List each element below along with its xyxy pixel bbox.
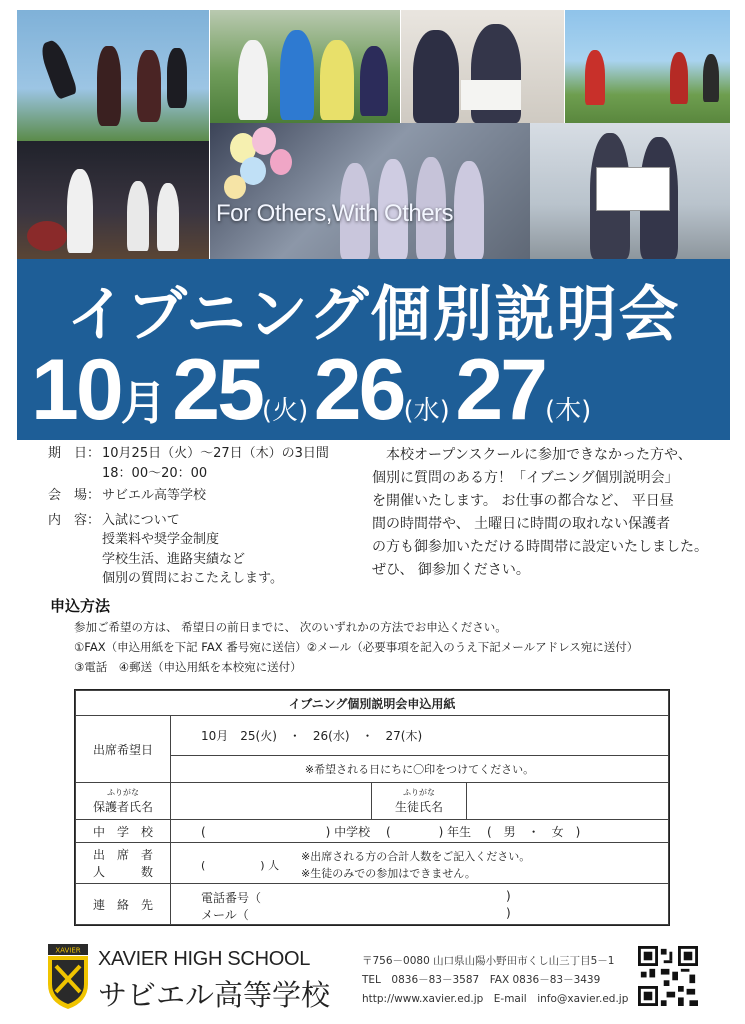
event-banner [17, 259, 730, 440]
time-value: 18：00～20：00 [102, 465, 208, 481]
venue-label: 会 場： [48, 488, 101, 503]
attend-date-options[interactable]: 10月 25(火) ・ 26(水) ・ 27(木) [171, 716, 669, 756]
guardian-name-label: ふりがな 保護者氏名 [76, 783, 171, 820]
month-char: 月 [120, 376, 167, 430]
attendee-count-value: ( ) 人 [201, 859, 280, 872]
photo-jumping-students [17, 10, 209, 141]
event-dates [31, 341, 591, 440]
contact-info [362, 952, 628, 1009]
event-title: イブニング個別説明会 [66, 280, 681, 350]
photo-sports-day [210, 10, 400, 123]
junior-high-field[interactable]: ( ) 中学校 ( ) 年生 ( 男 ・ 女 ) [171, 820, 669, 843]
school-name-jp: サビエル高等学校 [98, 978, 331, 1012]
attendee-note: ※生徒のみでの参加はできません。 [301, 867, 476, 880]
apply-heading: 申込方法 [50, 597, 111, 615]
school-name-en: XAVIER HIGH SCHOOL [98, 948, 311, 970]
intro-line: 個別に質問のある方！「イブニング個別説明会」 [372, 470, 679, 486]
furigana-label: ふりがな [107, 788, 139, 797]
apply-line: 参加ご希望の方は、 希望日の前日までに、 次のいずれかの方法でお申込ください。 [74, 620, 507, 634]
attend-date-note: ※希望される日にちに〇印をつけてください。 [171, 756, 669, 783]
web-mail[interactable]: http://www.xavier.ed.jp E-mail info@xavier.ed.jp [362, 993, 629, 1005]
content-label: 内 容： [48, 512, 101, 528]
furigana-label: ふりがな [403, 788, 435, 797]
mail-close: ) [506, 906, 511, 920]
month-number: 10 [31, 342, 121, 438]
day-26: 26 [313, 342, 404, 438]
tagline: For Others,With Others [216, 200, 454, 227]
photo-classroom [401, 10, 564, 123]
dow-wed: (水) [403, 396, 450, 426]
phone-close: ) [506, 889, 511, 903]
day-27: 27 [455, 342, 546, 438]
content-item: 入試について [102, 512, 180, 528]
intro-line: 間の時間帯や、 土曜日に時間の取れない保護者 [372, 516, 671, 532]
intro-line: ぜひ、 御参加ください。 [372, 562, 530, 578]
intro-line: 本校オープンスクールに参加できなかった方や、 [372, 447, 692, 463]
address: 〒756－0080 山口県山陽小野田市くし山三丁目5－1 [362, 955, 615, 967]
photo-fundraising [530, 123, 730, 259]
content-item: 授業料や奨学金制度 [102, 532, 220, 547]
apply-instructions [74, 617, 638, 677]
mail-label: メール（ [201, 908, 249, 922]
photo-soccer [565, 10, 730, 123]
apply-line: ①FAX（申込用紙を下記 FAX 番号宛に送信）②メール（必要事項を記入のうえ下記メールアドレス宛に送付） [74, 640, 639, 654]
day-25: 25 [172, 342, 262, 438]
date-label: 期 日： [48, 446, 101, 461]
photo-band-performance [17, 141, 209, 259]
form-title: イブニング個別説明会申込用紙 [76, 691, 669, 716]
contact-field[interactable] [171, 884, 669, 925]
contact-label: 連 絡 先 [76, 884, 171, 925]
venue-value: サビエル高等学校 [102, 488, 207, 503]
event-details [48, 444, 329, 589]
attend-date-label: 出席希望日 [76, 716, 171, 783]
intro-line: の方も御参加いただける時間帯に設定いたしました。 [372, 539, 708, 555]
dow-thu: (木) [545, 396, 592, 426]
school-crest-icon [48, 944, 88, 1010]
student-name-field[interactable] [467, 783, 669, 820]
student-name-label: ふりがな 生徒氏名 [372, 783, 467, 820]
attendee-count-field[interactable] [171, 843, 669, 884]
footer [0, 940, 745, 1024]
qr-code-icon[interactable] [638, 946, 698, 1006]
crest-text: XAVIER [55, 946, 81, 955]
content-item: 個別の質問におこたえします。 [102, 571, 283, 586]
dow-tue: (火) [261, 396, 309, 426]
intro-text [372, 444, 712, 582]
photo-balloons-group [210, 123, 530, 259]
phone-label: 電話番号（ [201, 891, 262, 905]
junior-high-label: 中 学 校 [76, 820, 171, 843]
tel-fax: TEL 0836－83－3587 FAX 0836－83－3439 [362, 974, 601, 986]
apply-line: ③電話 ④郵送（申込用紙を本校宛に送付） [74, 660, 302, 674]
attendee-note: ※出席される方の合計人数をご記入ください。 [301, 850, 531, 863]
attendee-count-label: 出 席 者 人 数 [76, 843, 171, 884]
intro-line: を開催いたします。 お仕事の都合など、 平日昼 [372, 493, 674, 509]
guardian-name-field[interactable] [171, 783, 372, 820]
content-item: 学校生活、進路実績など [102, 551, 246, 567]
application-form [74, 689, 670, 926]
date-value: 10月25日（火）～27日（木）の3日間 [102, 446, 329, 461]
